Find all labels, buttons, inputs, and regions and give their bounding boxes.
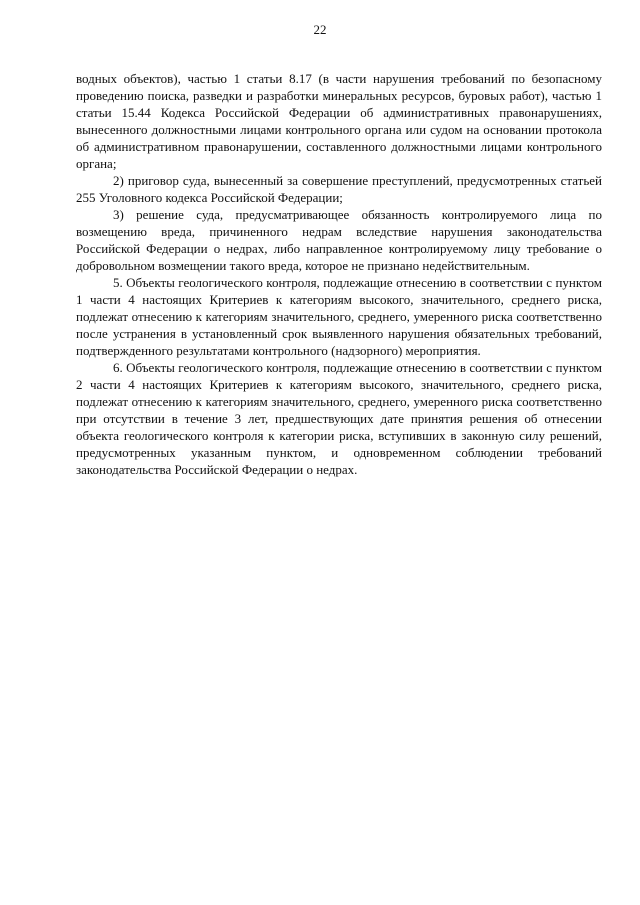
paragraph-continuation: водных объектов), частью 1 статьи 8.17 (в части нарушения требований по безопасному проведению поиска, разведки и разработки минеральных ресурсов, буровых работ), частью 1 статьи 15.44 Кодекса Российской Федерации об административных правонарушениях, вынесенного должностными лицами контрольного органа или судом на основании протокола об административном правонарушении, составленного должностными лицами контрольного органа;: [76, 71, 602, 171]
paragraph-clause-5: 5. Объекты геологического контроля, подлежащие отнесению в соответствии с пунктом 1 части 4 настоящих Критериев к категориям высокого, значительного, среднего риска, подлежат отнесению к категориям значительного, среднего, умеренного риска соответственно после устранения в установленный срок выявленного нарушения обязательных требований, подтвержденного результатами контрольного (надзорного) мероприятия.: [76, 275, 602, 358]
page-number: 22: [313, 22, 327, 37]
document-body: [76, 70, 602, 478]
paragraph-item-2: 2) приговор суда, вынесенный за совершение преступлений, предусмотренных статьей 255 Уголовного кодекса Российской Федерации;: [76, 173, 602, 205]
paragraph-clause-6: 6. Объекты геологического контроля, подлежащие отнесению в соответствии с пунктом 2 части 4 настоящих Критериев к категориям высокого, значительного, среднего риска, подлежат отнесению к категориям значительного, среднего, умеренного риска соответственно при отсутствии в течение 3 лет, предшествующих дате принятия решения об отнесении объекта геологического контроля к категории риска, вступивших в законную силу решений, предусмотренных указанным пунктом, и одновременном соблюдении требований законодательства Российской Федерации о недрах.: [76, 360, 602, 477]
paragraph-item-3: 3) решение суда, предусматривающее обязанность контролируемого лица по возмещению вреда, причиненного недрам вследствие нарушения законодательства Российской Федерации о недрах, либо направленное контролируемому лицу требование о добровольном возмещении такого вреда, которое не признано недействительным.: [76, 207, 602, 273]
